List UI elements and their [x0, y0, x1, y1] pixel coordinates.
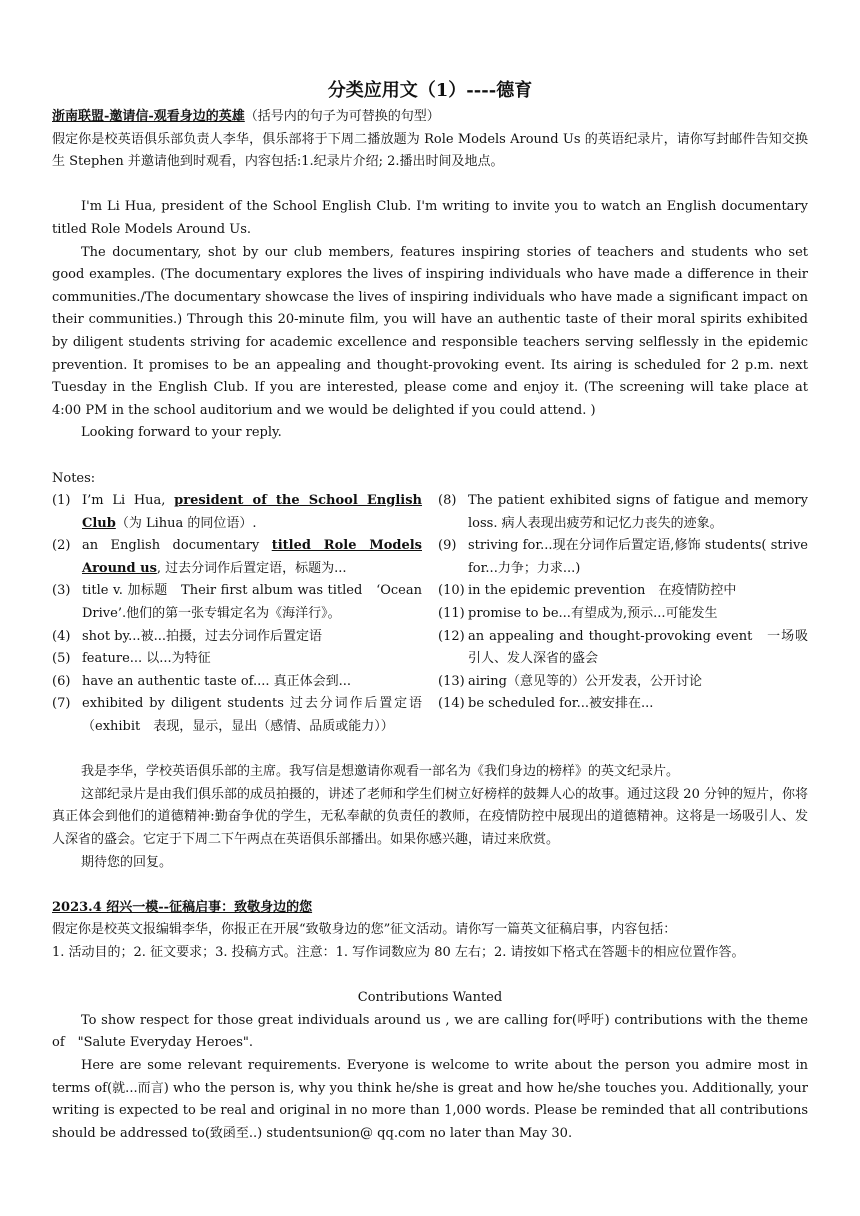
note-item [438, 490, 808, 535]
section2-para-2: Here are some relevant requirements. Everyone is welcome to write about the person you admire most in terms of(就...而言) who the person is, why you think he/she is great and how he/she touches you. Additionally, your writing is expected to be real and original in no more than 1,000 words. Please be reminded that all contributions should be addressed to(致函至..) studentsunion@ qq.com no later than May 30. [52, 1057, 808, 1141]
note-item [52, 693, 422, 738]
section2-para-1: To show respect for those great individuals around us , we are calling for(呼吁) contributions with the theme of "Salute Everyday Heroes". [52, 1012, 808, 1051]
note-text: an English documentary [82, 538, 272, 554]
note-item [438, 535, 808, 580]
notes-left-column [52, 490, 422, 739]
section2-heading-line [52, 897, 808, 920]
note-number: (9) [438, 538, 457, 554]
section1-heading-line [52, 106, 808, 129]
note-highlight: titled Role Models Around us [82, 538, 422, 576]
note-item [438, 580, 808, 603]
notes-right-column [438, 490, 808, 739]
note-item [438, 671, 808, 694]
note-text: shot by...被...拍摄，过去分词作后置定语 [82, 628, 322, 644]
note-number: (3) [52, 583, 71, 599]
note-item [52, 490, 422, 535]
note-text: an appealing and thought-provoking event 一场吸引人、发人深省的盛会 [468, 628, 808, 667]
note-text: promise to be...有望成为,预示...可能发生 [468, 606, 718, 622]
translation-para-3: 期待您的回复。 [81, 854, 173, 870]
note-item [52, 648, 422, 671]
note-item [52, 671, 422, 694]
translation-para-1: 我是李华，学校英语俱乐部的主席。我写信是想邀请你观看一部名为《我们身边的榜样》的英文纪录片。 [81, 764, 680, 780]
note-text: airing（意见等的）公开发表，公开讨论 [468, 673, 702, 689]
note-number: (14) [438, 696, 465, 712]
note-text: in the epidemic prevention 在疫情防控中 [468, 583, 737, 599]
note-item [438, 626, 808, 671]
note-number: (6) [52, 673, 71, 689]
note-item [52, 580, 422, 625]
note-text: （为 Lihua 的同位语）. [115, 515, 257, 531]
note-number: (8) [438, 493, 457, 509]
section1-para-3: Looking forward to your reply. [81, 425, 282, 441]
note-number: (13) [438, 673, 465, 689]
note-item [52, 535, 422, 580]
section1-heading: 浙南联盟-邀请信-观看身边的英雄 [52, 109, 245, 124]
note-item [52, 626, 422, 649]
note-number: (2) [52, 538, 71, 554]
note-number: (7) [52, 696, 71, 712]
note-text: be scheduled for...被安排在... [468, 696, 654, 712]
notes-list [52, 490, 808, 739]
section1-heading-note: （括号内的句子为可替换的句型） [244, 109, 440, 124]
essay-title: Contributions Wanted [357, 990, 503, 1006]
section2-prompt-2: 1. 活动目的；2. 征文要求；3. 投稿方式。注意：1. 写作词数应为 80 左右；2. 请按如下格式在答题卡的相应位置作答。 [52, 944, 745, 960]
notes-label: Notes: [52, 470, 96, 486]
note-text: I’m Li Hua, [82, 493, 175, 509]
section1-prompt: 假定你是校英语俱乐部负责人李华，俱乐部将于下周二播放题为 Role Models Around Us 的英语纪录片，请你写封邮件告知交换生 Stephen 并邀请他到时观看，内容包括:1.纪录片介绍; 2.播出时间及地点。 [52, 131, 808, 170]
document-page [52, 78, 808, 1145]
section2-prompt-1: 假定你是校英文报编辑李华，你报正在开展“致敬身边的您”征文活动。请你写一篇英文征稿启事，内容包括： [52, 922, 677, 938]
note-text: have an authentic taste of.... 真正体会到... [82, 673, 352, 689]
note-number: (4) [52, 628, 71, 644]
note-text: striving for...现在分词作后置定语,修饰 students( strive for...力争；力求...) [468, 538, 808, 576]
note-highlight: president of the School English Club [82, 493, 423, 531]
section2-heading: 2023.4 绍兴一模--征稿启事：致敬身边的您 [52, 899, 313, 915]
note-text: feature... 以...为特征 [82, 651, 211, 667]
section1-para-2: The documentary, shot by our club members, features inspiring stories of teachers and students who set good examples. (The documentary explores the lives of inspiring individuals who have made a difference in their communities./The documentary showcase the lives of inspiring individuals who have made a significant impact on their communities.) Through this 20-minute film, you will have an authentic taste of their moral spirits exhibited by diligent students striving for academic excellence and responsible teachers serving selflessly in the epidemic prevention. It promises to be an appealing and thought-provoking event. Its airing is scheduled for 2 p.m. next Tuesday in the English Club. If you are interested, please come and enjoy it. (The screening will take place at 4:00 PM in the school auditorium and we would be delighted if you could attend. ) [52, 244, 808, 418]
note-number: (5) [52, 651, 71, 667]
note-number: (10) [438, 583, 465, 599]
note-number: (1) [52, 493, 71, 509]
page-title: 分类应用文（1）----德育 [327, 80, 533, 101]
note-text: title v. 加标题 Their first album was titled ‘Ocean Drive’.他们的第一张专辑定名为《海洋行》。 [82, 583, 422, 622]
note-number: (11) [438, 606, 465, 622]
translation-para-2: 这部纪录片是由我们俱乐部的成员拍摄的，讲述了老师和学生们树立好榜样的鼓舞人心的故事。通过这段 20 分钟的短片，你将真正体会到他们的道德精神:勤奋争优的学生，无私奉献的负责任的教师，在疫情防控中展现出的道德精神。这将是一场吸引人、发人深省的盛会。它定于下周二下午两点在英语俱乐部播出。如果你感兴趣，请过来欣赏。 [52, 786, 808, 847]
note-text: , 过去分词作后置定语，标题为... [156, 560, 347, 576]
note-text: exhibited by diligent students 过去分词作后置定语（exhibit 表现，显示，显出（感情、品质或能力）） [82, 696, 422, 735]
note-item [438, 693, 808, 716]
note-item [438, 603, 808, 626]
note-number: (12) [438, 628, 465, 644]
note-text: The patient exhibited signs of fatigue and memory loss. 病人表现出疲劳和记忆力丧失的迹象。 [468, 493, 808, 531]
section1-para-1: I'm Li Hua, president of the School English Club. I'm writing to invite you to watch an English documentary titled Role Models Around Us. [52, 199, 808, 237]
